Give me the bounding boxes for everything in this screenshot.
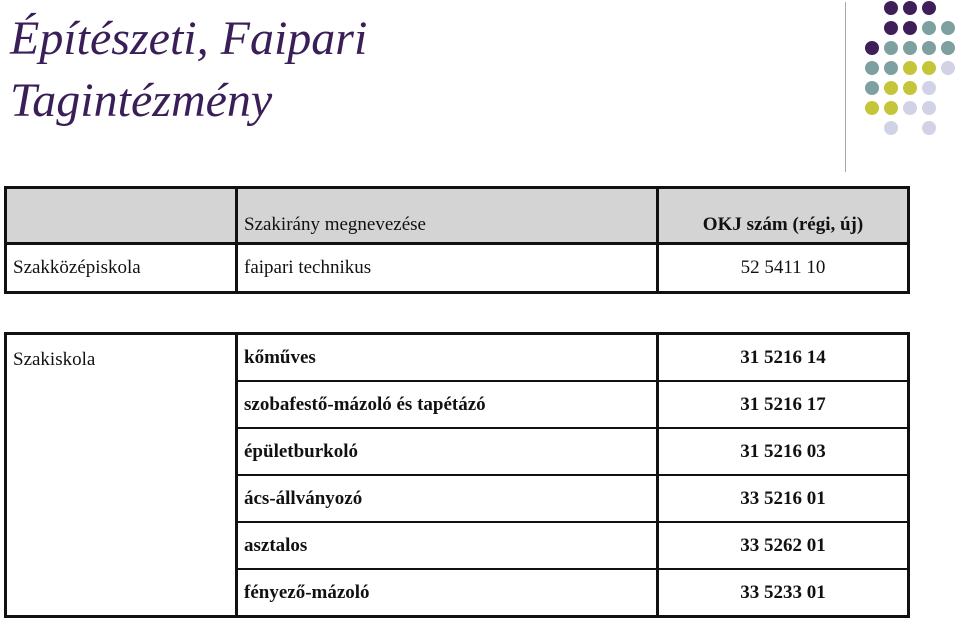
okj-code-cell: 33 5262 01 bbox=[658, 522, 909, 569]
table-row bbox=[6, 244, 909, 293]
decorative-dot bbox=[884, 21, 898, 35]
decorative-dot bbox=[903, 41, 917, 55]
decorative-dot bbox=[884, 81, 898, 95]
okj-code-cell: 52 5411 10 bbox=[658, 244, 909, 293]
decorative-dot bbox=[903, 21, 917, 35]
header-col-type bbox=[6, 188, 237, 244]
specialization-cell: faipari technikus bbox=[237, 244, 658, 293]
decorative-dot bbox=[903, 61, 917, 75]
decorative-dot bbox=[922, 121, 936, 135]
decorative-dot bbox=[922, 81, 936, 95]
specialization-header-table bbox=[4, 186, 910, 294]
decorative-dot-grid bbox=[860, 0, 960, 160]
decorative-dot bbox=[922, 41, 936, 55]
title-line-1: Építészeti, Faipari bbox=[10, 12, 368, 65]
decorative-dot bbox=[941, 21, 955, 35]
decorative-dot bbox=[903, 1, 917, 15]
decorative-dot bbox=[865, 61, 879, 75]
specialization-cell: fényező-mázoló bbox=[237, 569, 658, 617]
decorative-dot bbox=[884, 101, 898, 115]
okj-code-cell: 33 5216 01 bbox=[658, 475, 909, 522]
decorative-dot bbox=[884, 41, 898, 55]
decorative-dot bbox=[922, 61, 936, 75]
decorative-dot bbox=[922, 1, 936, 15]
specialization-cell: kőműves bbox=[237, 334, 658, 382]
header-col-okj: OKJ szám (régi, új) bbox=[658, 188, 909, 244]
vocational-school-table bbox=[4, 332, 910, 618]
specialization-cell: szobafestő-mázoló és tapétázó bbox=[237, 381, 658, 428]
decorative-dot bbox=[903, 101, 917, 115]
decorative-dot bbox=[884, 1, 898, 15]
decorative-dot bbox=[884, 61, 898, 75]
okj-code-cell: 33 5233 01 bbox=[658, 569, 909, 617]
table-header-row bbox=[6, 188, 909, 244]
title-line-2: Tagintézmény bbox=[10, 74, 273, 127]
specialization-cell: asztalos bbox=[237, 522, 658, 569]
specialization-cell: ács-állványozó bbox=[237, 475, 658, 522]
decorative-dot bbox=[884, 121, 898, 135]
decorative-dot bbox=[922, 101, 936, 115]
vertical-divider bbox=[845, 2, 846, 172]
page-title bbox=[10, 8, 367, 132]
decorative-dot bbox=[865, 41, 879, 55]
decorative-dot bbox=[865, 101, 879, 115]
decorative-dot bbox=[941, 41, 955, 55]
decorative-dot bbox=[865, 81, 879, 95]
okj-code-cell: 31 5216 17 bbox=[658, 381, 909, 428]
school-type-cell: Szakiskola bbox=[13, 349, 96, 370]
okj-code-cell: 31 5216 03 bbox=[658, 428, 909, 475]
specialization-cell: épületburkoló bbox=[237, 428, 658, 475]
header-col-name: Szakirány megnevezése bbox=[237, 188, 658, 244]
okj-code-cell: 31 5216 14 bbox=[658, 334, 909, 382]
decorative-dot bbox=[922, 21, 936, 35]
decorative-dot bbox=[903, 81, 917, 95]
decorative-dot bbox=[941, 61, 955, 75]
table-row bbox=[6, 334, 909, 382]
school-type-cell: Szakközépiskola bbox=[13, 257, 141, 278]
